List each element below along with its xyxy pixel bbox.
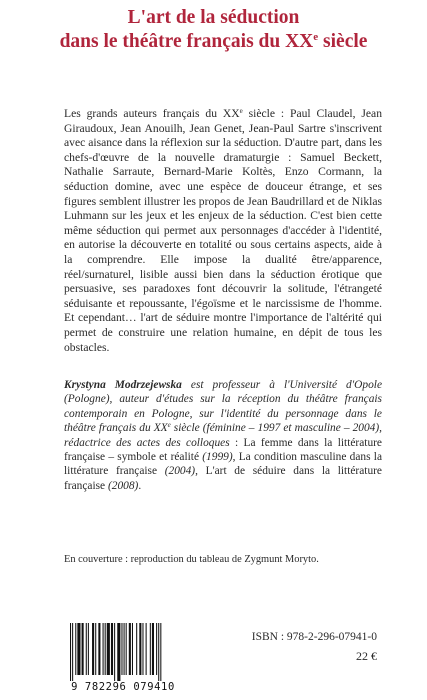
summary-superscript: e bbox=[239, 107, 243, 115]
bio-year-1: (1999) bbox=[202, 451, 233, 464]
summary-text-b: siècle : Paul Claudel, Jean Giraudoux, Jean Anouilh, Jean Genet, Jean-Paul Sartre s'inscrivent avec aisance dans la réflexion sur la séduction. D'autre part, dans les chefs-d'œuvre de la nouvelle dramaturgie : Samuel Beckett, Nathalie Sarraute, Bernard-Marie Koltès, Enzo Cormann, la séduction domine, avec une espèce de douceur étrange, et ses figures semblent illustrer les propos de Jean Baudrillard et de Niklas Luhmann sur les jeux et les enjeux de la séduction. C'est bien cette même séduction qui permet aux personnages d'accéder à l'identité, en autorise la découverte en totalité ou sous certains aspects, aide à la comprendre. Elle impose la dualité être/apparence, réel/surnaturel, lisible aussi bien dans la séduction érotique que persuasive, ses paradoxes font découvrir la solitude, l'étrangeté séduisante et repoussante, l'égoïsme et le narcissisme de l'homme. Et cependant… l'art de séduire montre l'importance de l'altérité qui permet de construire une relation humaine, en dépit de tous les obstacles. bbox=[64, 107, 382, 354]
barcode-bar bbox=[156, 623, 157, 675]
barcode-bar bbox=[146, 623, 147, 675]
book-summary bbox=[64, 107, 382, 355]
bio-year-3: (2008) bbox=[107, 479, 139, 492]
summary-text-a: Les grands auteurs français du XX bbox=[64, 107, 240, 120]
barcode-bar bbox=[129, 623, 131, 675]
barcode-bar bbox=[92, 623, 94, 675]
cover-credit: En couverture : reproduction du tableau de Zygmunt Moryto. bbox=[64, 554, 319, 565]
barcode-bar bbox=[150, 623, 151, 675]
title-line-2-end: siècle bbox=[318, 31, 368, 52]
barcode-bar bbox=[142, 623, 143, 675]
barcode-bar bbox=[103, 623, 104, 675]
title-line-2-text: dans le théâtre français du XX bbox=[59, 31, 314, 52]
barcode-bar bbox=[82, 623, 84, 675]
title-superscript: e bbox=[313, 31, 319, 43]
barcode bbox=[64, 623, 182, 693]
barcode-bar bbox=[77, 623, 80, 675]
barcode-bar bbox=[88, 623, 89, 675]
title-line-1: L'art de la séduction bbox=[127, 7, 300, 28]
barcode-bar bbox=[132, 623, 133, 675]
barcode-bar bbox=[111, 623, 113, 675]
author-name: Krystyna Modrzejewska bbox=[64, 379, 182, 391]
barcode-bar bbox=[75, 623, 76, 675]
barcode-bar bbox=[160, 623, 161, 681]
barcode-bar bbox=[152, 623, 154, 675]
barcode-bar bbox=[124, 623, 125, 675]
barcode-bar bbox=[70, 623, 71, 681]
barcode-bar bbox=[95, 623, 96, 675]
barcode-bar bbox=[114, 623, 115, 681]
book-title bbox=[0, 6, 427, 54]
price: 22 € bbox=[356, 649, 377, 663]
bio-text-1: est professeur à l'Université d'Opole (Pologne), auteur d'études sur la réception du théâtre français contemporain en Pologne, sur l'identité du personnage dans le théâtre français du XX bbox=[64, 379, 382, 435]
barcode-bar bbox=[126, 623, 127, 675]
barcode-bar bbox=[86, 623, 87, 675]
bio-text-6: . bbox=[138, 479, 142, 492]
barcode-bar bbox=[158, 623, 159, 681]
title-line-2 bbox=[0, 30, 427, 54]
barcode-bar bbox=[139, 623, 141, 675]
barcode-bar bbox=[121, 623, 122, 675]
bio-text-3: : La femme dans la littérature française – symbole et réalité bbox=[64, 436, 382, 464]
isbn: ISBN : 978-2-296-07941-0 bbox=[251, 631, 377, 643]
barcode-number: 9 782296 079410 bbox=[71, 681, 175, 693]
bio-year-2: (2004) bbox=[164, 465, 196, 478]
barcode-bar bbox=[98, 623, 100, 675]
barcode-bar bbox=[72, 623, 73, 681]
barcode-bar bbox=[117, 623, 120, 681]
barcode-bar bbox=[107, 623, 110, 675]
barcode-bar bbox=[136, 623, 137, 675]
bio-text-5: , L'art de séduire dans la littérature française bbox=[64, 465, 382, 492]
bio-text-4: , La condition masculine dans la littérature française bbox=[64, 451, 382, 478]
bio-superscript: e bbox=[167, 421, 171, 430]
bio-text-2: siècle (féminine – 1997 et masculine – 2004), rédactrice des actes des colloques bbox=[64, 422, 382, 449]
barcode-bars bbox=[64, 623, 182, 681]
author-bio bbox=[64, 378, 382, 493]
barcode-bar bbox=[105, 623, 106, 675]
